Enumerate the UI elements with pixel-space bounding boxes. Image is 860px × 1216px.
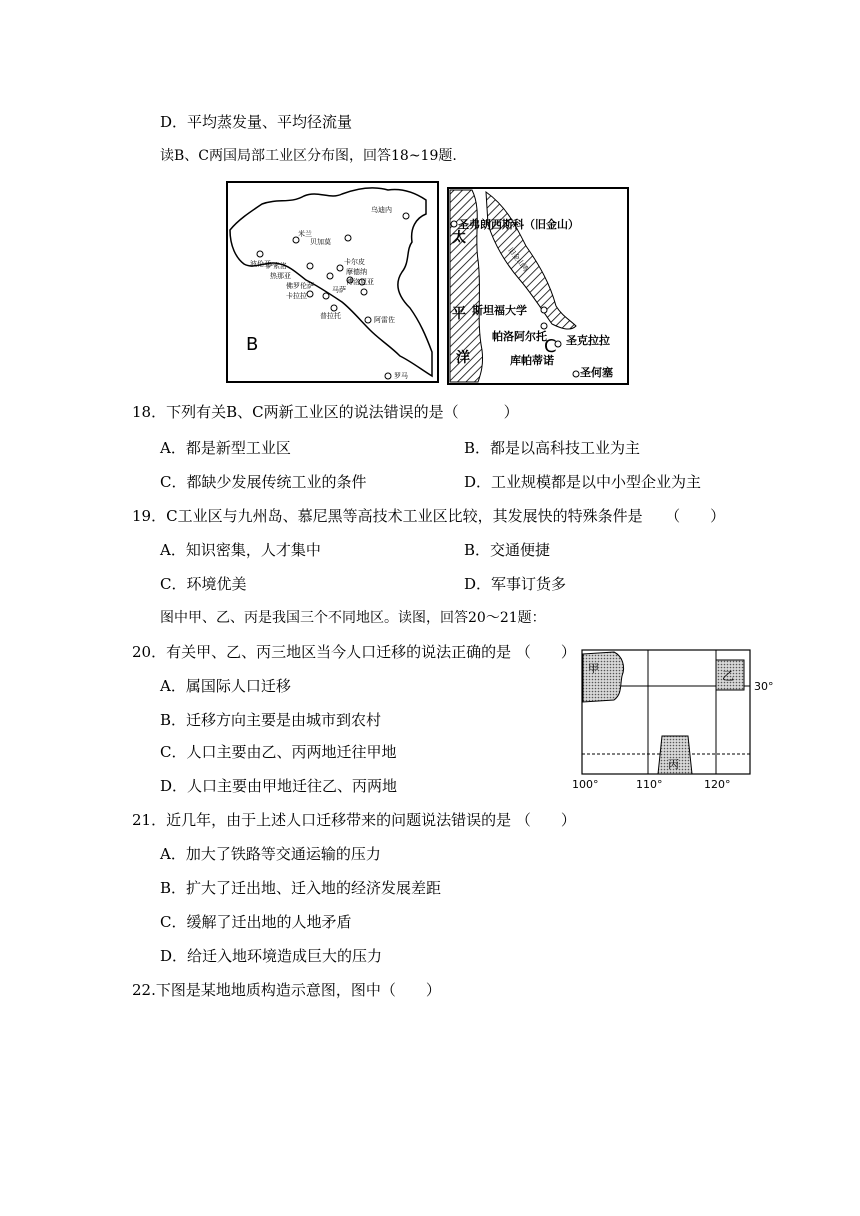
lon-label-110: 110°: [636, 778, 663, 790]
ocean-char-1: 太: [452, 230, 466, 246]
city-carrara: 卡拉拉: [286, 292, 307, 300]
q21-option-a: A．加大了铁路等交通运输的压力: [160, 845, 381, 863]
q20-option-c: C．人口主要由乙、丙两地迁往甲地: [160, 743, 397, 761]
map-c: [448, 188, 628, 384]
ocean-char-3: 洋: [456, 350, 470, 366]
label-san-francisco: 圣弗朗西斯科（旧金山）: [458, 218, 579, 231]
q20-option-a: A．属国际人口迁移: [160, 677, 291, 695]
label-stanford: 斯坦福大学: [472, 304, 527, 317]
city-florence: 佛罗伦萨: [286, 282, 314, 290]
q17-option-d: D．平均蒸发量、平均径流量: [160, 113, 353, 131]
city-milan: 米兰: [298, 230, 312, 238]
q19-option-c: C．环境优美: [160, 575, 247, 593]
q20-option-b: B．迁移方向主要是由城市到农村: [160, 711, 382, 729]
label-palo-alto: 帕洛阿尔托: [492, 330, 547, 343]
city-sassuolo: 萨索洛: [266, 262, 287, 270]
q20-option-d: D．人口主要由甲地迁往乙、丙两地: [160, 777, 398, 795]
lat-label: 30°: [754, 680, 774, 693]
q18-option-c: C．都缺少发展传统工业的条件: [160, 473, 367, 491]
ocean-char-2: 平: [452, 306, 466, 322]
city-massa: 马萨: [332, 286, 346, 294]
lon-label-120: 120°: [704, 778, 731, 790]
q19-option-d: D．军事订货多: [464, 575, 567, 593]
q18-option-d: D．工业规模都是以中小型企业为主: [464, 473, 702, 491]
region-jia: 甲: [588, 662, 599, 675]
q21-option-b: B．扩大了迁出地、迁入地的经济发展差距: [160, 879, 442, 897]
q21-option-c: C．缓解了迁出地的人地矛盾: [160, 913, 352, 931]
bay-label: 旧金山湾: [506, 246, 530, 274]
region-bing: 丙: [668, 758, 679, 771]
city-udine: 乌迪内: [371, 206, 392, 214]
intro-20-21: 图中甲、乙、丙是我国三个不同地区。读图，回答20～21题：: [160, 610, 546, 626]
city-arezzo: 阿雷佐: [374, 316, 395, 324]
label-santa-clara: 圣克拉拉: [566, 334, 610, 347]
city-bologna-2: 博洛尼亚: [346, 278, 374, 286]
q19-option-b: B．交通便捷: [464, 541, 551, 559]
city-rome: 罗马: [394, 372, 408, 380]
q20-stem: 20．有关甲、乙、丙三地区当今人口迁移的说法正确的是 （ ）: [132, 643, 576, 661]
q19-stem: 19．C工业区与九州岛、慕尼黑等高技术工业区比较，其发展快的特殊条件是 （ ）: [132, 507, 726, 525]
city-genoa: 热那亚: [270, 272, 291, 280]
q21-stem: 21．近几年，由于上述人口迁移带来的问题说法错误的是 （ ）: [132, 811, 576, 829]
china-region-map: [570, 648, 776, 790]
intro-18-19: 读B、C两国局部工业区分布图，回答18~19题.: [160, 148, 457, 164]
q22-stem: 22.下图是某地地质构造示意图，图中（ ）: [132, 981, 441, 999]
lon-label-100: 100°: [572, 778, 599, 790]
label-cupertino: 库帕蒂诺: [510, 354, 554, 367]
industrial-maps-figure: [226, 180, 630, 386]
q19-option-a: A．知识密集，人才集中: [160, 541, 321, 559]
city-carpi: 卡尔皮: [344, 258, 365, 266]
city-bergamo: 贝加莫: [310, 238, 331, 246]
city-modena: 摩德纳: [346, 268, 367, 276]
map-c-letter: C: [544, 336, 557, 357]
q18-stem: 18．下列有关B、C两新工业区的说法错误的是（ ）: [132, 403, 519, 421]
city-prato: 普拉托: [320, 312, 341, 320]
label-san-jose: 圣何塞: [580, 366, 613, 379]
q18-option-b: B．都是以高科技工业为主: [464, 439, 641, 457]
city-bologna: 波伦亚: [250, 260, 271, 268]
q18-option-a: A．都是新型工业区: [160, 439, 291, 457]
region-yi: 乙: [722, 669, 735, 683]
map-b: [227, 182, 438, 382]
map-b-letter: B: [246, 334, 259, 355]
q21-option-d: D．给迁入地环境造成巨大的压力: [160, 947, 383, 965]
